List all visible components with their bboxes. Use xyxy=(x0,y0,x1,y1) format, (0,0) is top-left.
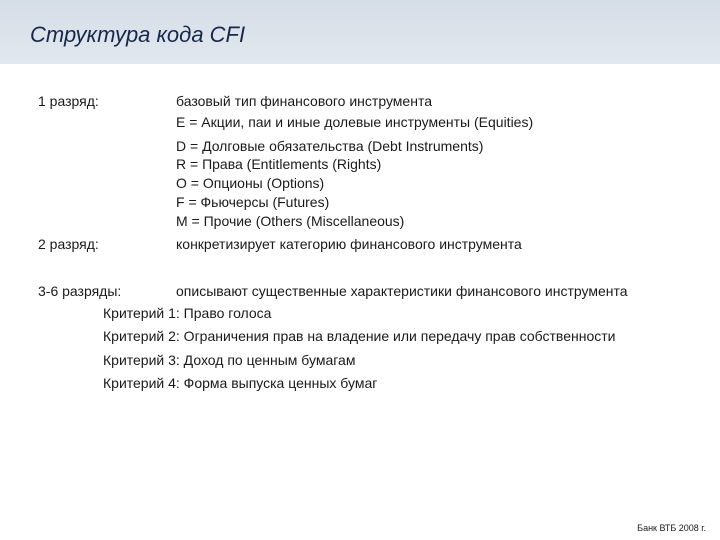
digit2-label: 2 разряд: xyxy=(38,236,99,252)
digits3to6-label: 3-6 разряды: xyxy=(38,283,122,299)
digits3to6-description: описывают существенные характеристики финансового инструмента xyxy=(176,283,628,299)
criterion-1: Критерий 1: Право голоса xyxy=(103,305,272,321)
category-equities: E = Акции, паи и иные долевые инструменты (Equities) xyxy=(176,114,534,130)
category-debt: D = Долговые обязательства (Debt Instruments) xyxy=(176,138,484,154)
footer-copyright: Банк ВТБ 2008 г. xyxy=(637,523,706,533)
digit1-description: базовый тип финансового инструмента xyxy=(176,93,432,109)
digit2-description: конкретизирует категорию финансового инструмента xyxy=(176,236,522,252)
category-futures: F = Фьючерсы (Futures) xyxy=(176,194,330,210)
category-rights: R = Права (Entitlements (Rights) xyxy=(176,156,382,172)
page-title: Структура кода CFI xyxy=(30,22,246,47)
category-others: M = Прочие (Others (Miscellaneous) xyxy=(176,213,405,229)
criterion-2: Критерий 2: Ограничения прав на владение или передачу прав собственности xyxy=(103,328,616,344)
category-options: O = Опционы (Options) xyxy=(176,175,325,191)
criterion-3: Критерий 3: Доход по ценным бумагам xyxy=(103,352,356,368)
title-bar xyxy=(0,0,720,64)
criterion-4: Критерий 4: Форма выпуска ценных бумаг xyxy=(103,375,378,391)
digit1-label: 1 разряд: xyxy=(38,93,99,109)
